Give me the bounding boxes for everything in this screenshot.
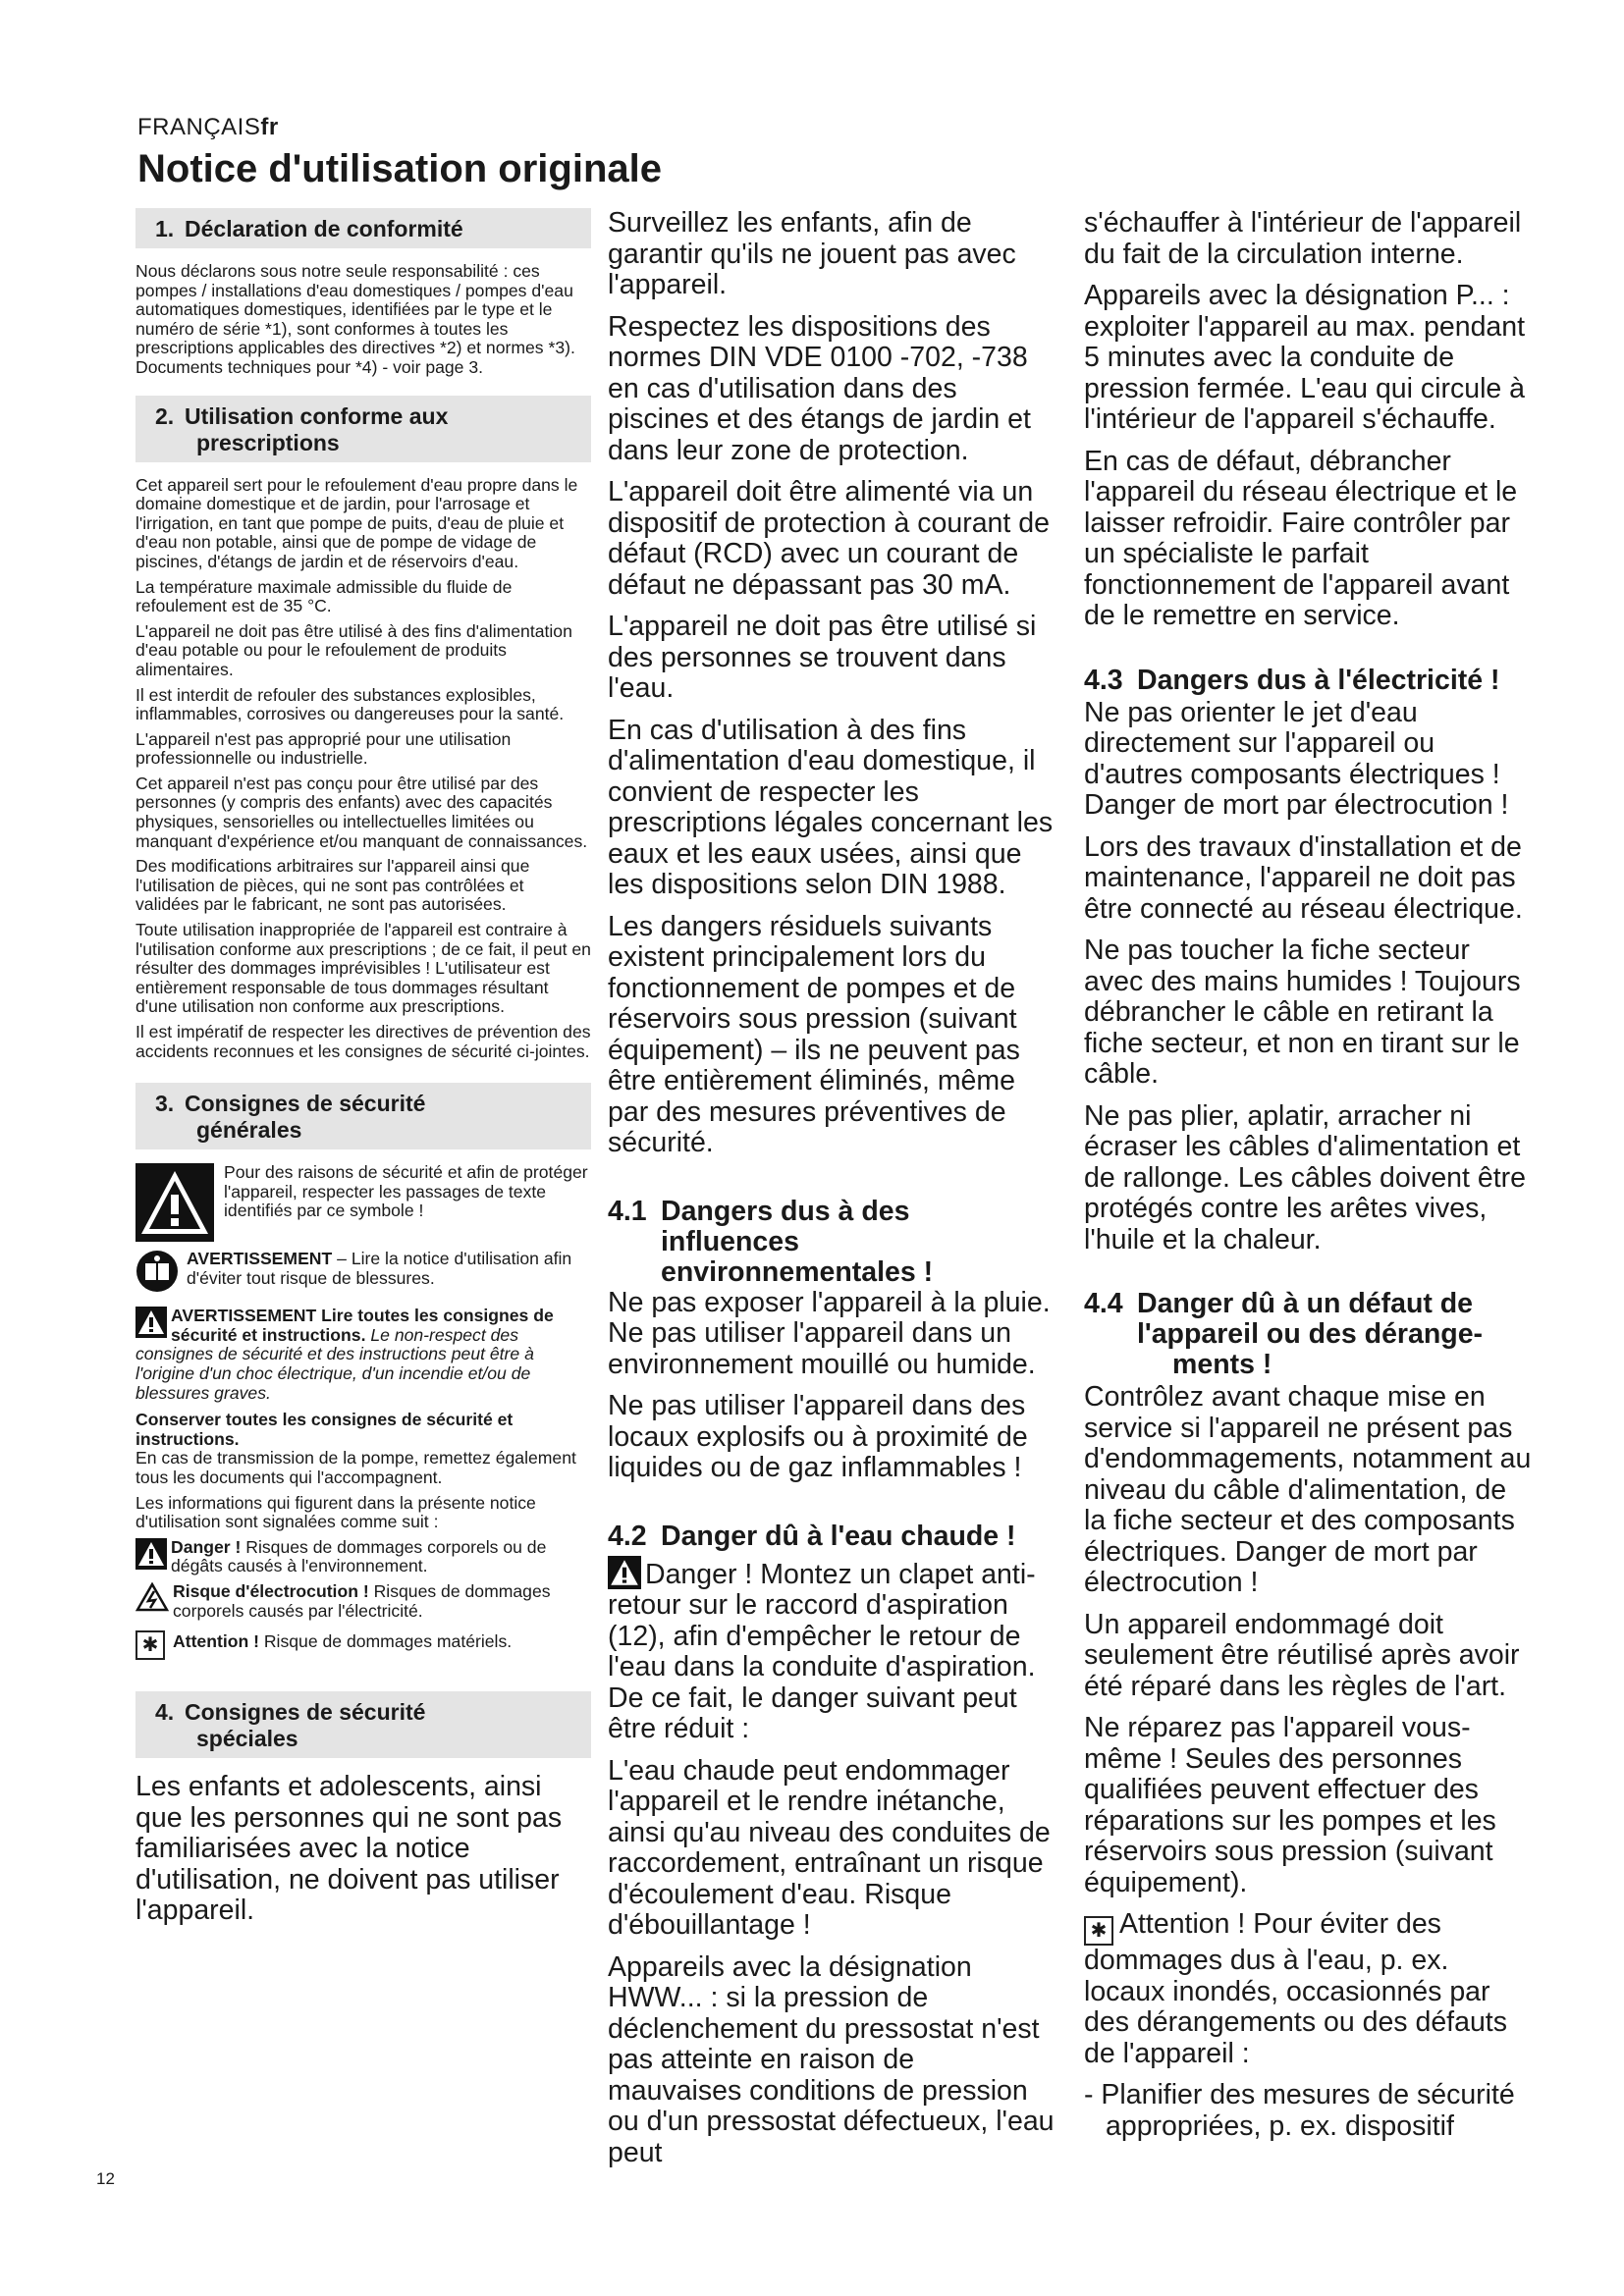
heading-4-2: 4.2 Danger dû à l'eau chaude !	[608, 1520, 1016, 1552]
hot-water-warning: Danger ! Montez un clapet anti-retour sur le raccord d'aspiration (12), afin d'empêcher le retour de l'eau dans la conduite d'aspiration. De ce fait, le danger suivant peut être réduit :	[608, 1556, 1055, 1745]
section-4-heading: 4. Consignes de sécurité spéciales	[135, 1691, 591, 1758]
column-1	[135, 208, 591, 1938]
symbol-intro-text: Pour des raisons de sécurité et afin de protéger l'appareil, respecter les passages de texte identifiés par ce symbole !	[224, 1162, 588, 1221]
section-4-text: Les enfants et adolescents, ainsi que les personnes qui ne sont pas familiarisées avec la notice d'utilisation, ne doivent pas utiliser l'appareil.	[135, 1771, 563, 1927]
paragraph: Respectez les dispositions des normes DIN VDE 0100 -702, -738 en cas d'utilisation dans des piscines et des étangs de jardin et dans leur zone de protection.	[608, 310, 1031, 466]
paragraph: L'appareil doit être alimenté via un dispositif de protection à courant de défaut (RCD) avec un courant de défaut ne dépassant pas 30 mA.	[608, 476, 1050, 601]
paragraph: Ne pas exposer l'appareil à la pluie. Ne pas utiliser l'appareil dans un environnement mouillé ou humide.	[608, 1286, 1051, 1380]
paragraph: Contrôlez avant chaque mise en service si l'appareil ne présent pas d'endommagements, notamment au niveau du câble d'alimentation, de la fiche secteur et des composants électriques. Danger de mort par électrocution !	[1084, 1381, 1532, 1598]
attention-icon: ✱	[1084, 1916, 1113, 1946]
section-1-text: Nous déclarons sous notre seule responsabilité : ces pompes / installations d'eau domestiques / pompes d'eau automatiques domestiques, identifiées par le type et le numéro de série *1), sont conformes à toutes les prescriptions applicables des directives *2) et normes *3). Documents techniques pour *4) - voir page 3.	[135, 261, 575, 377]
section-2-heading: 2. Utilisation conforme aux prescriptions	[135, 396, 591, 462]
paragraph: Il est impératif de respecter les directives de prévention des accidents reconnues et les consignes de sécurité ci-jointes.	[135, 1022, 591, 1061]
list-item: - Planifier des mesures de sécurité appropriées, p. ex. dispositif	[1084, 2079, 1515, 2142]
paragraph: Toute utilisation inappropriée de l'appareil est contraire à l'utilisation conforme aux prescriptions ; de ce fait, il peut en résulter des dommages imprévisibles ! L'utilisateur est entièrement responsable de tous dommages résultant d'une utilisation non conforme aux prescriptions.	[135, 920, 591, 1017]
page-number: 12	[96, 2169, 115, 2188]
paragraph: Lors des travaux d'installation et de maintenance, l'appareil ne doit pas être connecté au réseau électrique.	[1084, 830, 1523, 925]
paragraph: En cas de défaut, débrancher l'appareil du réseau électrique et le laisser refroidir. Faire contrôler par un spécialiste le parfait fonctionnement de l'appareil avant de le remettre en service.	[1084, 445, 1518, 631]
paragraph: Les dangers résiduels suivants existent principalement lors du fonctionnement de pompes et de réservoirs sous pression (suivant équipement) – ils ne peuvent pas être entièrement éliminés, même par des mesures préventives de sécurité.	[608, 910, 1020, 1158]
page-title: Notice d'utilisation originale	[137, 147, 663, 190]
warning-triangle-icon	[135, 1163, 214, 1242]
paragraph: Ne pas orienter le jet d'eau directement sur l'appareil ou d'autres composants électriques ! Danger de mort par électrocution !	[1084, 696, 1509, 821]
paragraph: Cet appareil sert pour le refoulement d'eau propre dans le domaine domestique et de jardin, pour l'arrosage et l'irrigation, en tant que pompe de puits, d'eau de pluie et d'eau non potable, ainsi que de pompe de vidage de piscines, d'étangs de jardin et de réservoirs d'eau.	[135, 474, 578, 571]
keep-instructions: Conserver toutes les consignes de sécurité et instructions. En cas de transmission de la pompe, remettez également tous les documents qui l'accompagnent.	[135, 1410, 576, 1487]
paragraph: Ne pas toucher la fiche secteur avec des mains humides ! Toujours débrancher le câble en retirant la fiche secteur, et non en tirant sur le câble.	[1084, 934, 1521, 1090]
heading-4-4: 4.4 Danger dû à un défaut de l'appareil ou des dérange- ments !	[1084, 1288, 1484, 1380]
paragraph: L'appareil ne doit pas être utilisé si des personnes se trouvent dans l'eau.	[608, 611, 1037, 704]
warning-text: – Lire la notice d'utilisation afin d'éviter tout risque de blessures.	[187, 1249, 572, 1288]
warning-label: AVERTISSEMENT Lire toutes les consignes de sécurité et instructions.	[171, 1306, 554, 1345]
water-damage-attention: ✱ Attention ! Pour éviter des dommages dus à l'eau, p. ex. locaux inondés, occasionnés par des dérangements ou des défauts de l'appareil :	[1084, 1908, 1507, 2069]
paragraph: Appareils avec la désignation HWW... : si la pression de déclenchement du pressostat n'est pas atteinte en raison de mauvaises conditions de pression ou d'un pressostat défectueux, l'eau peut	[608, 1950, 1055, 2168]
paragraph: Il est interdit de refouler des substances explosibles, inflammables, corrosives ou dangereuses pour la santé.	[135, 684, 565, 724]
language-label: FRANÇAISfr	[137, 114, 279, 140]
legend-danger: Danger ! Risques de dommages corporels ou de dégâts causés à l'environnement.	[135, 1538, 591, 1576]
warning-read-manual	[135, 1250, 591, 1293]
paragraph: Surveillez les enfants, afin de garantir qu'ils ne jouent pas avec l'appareil.	[608, 207, 1016, 300]
paragraph: Ne pas plier, aplatir, arracher ni écraser les câbles d'alimentation et de rallonge. Les câbles doivent être protégés contre les arêtes vives, l'huile et la chaleur.	[1084, 1099, 1526, 1255]
paragraph: L'eau chaude peut endommager l'appareil et le rendre inétanche, ainsi qu'au niveau des conduites de raccordement, entraînant un risque d'écoulement d'eau. Risque d'ébouillantage !	[608, 1754, 1051, 1941]
warning-read-all	[135, 1307, 591, 1403]
info-text: Les informations qui figurent dans la présente notice d'utilisation sont signalées comme suit :	[135, 1492, 536, 1532]
paragraph: Cet appareil n'est pas conçu pour être utilisé par des personnes (y compris des enfants) avec des capacités physiques, sensorielles ou intellectuelles limitées ou manquant d'expérience et/ou manquant de connaissances.	[135, 773, 588, 851]
danger-icon	[135, 1538, 167, 1570]
paragraph: L'appareil n'est pas approprié pour une utilisation professionnelle ou industrielle.	[135, 728, 512, 769]
symbol-intro	[135, 1163, 591, 1244]
column-3	[1084, 208, 1536, 2153]
legend-electric: Risque d'électrocution ! Risques de dommages corporels causés par l'électricité.	[135, 1582, 591, 1621]
legend-attention: ✱ Attention ! Risque de dommages matériels.	[135, 1630, 591, 1660]
read-manual-icon	[135, 1250, 179, 1293]
paragraph: En cas d'utilisation à des fins d'alimentation d'eau domestique, il convient de respecter les prescriptions légales concernant les eaux et les eaux usées, ainsi que les dispositions selon DIN 1988.	[608, 714, 1054, 900]
danger-icon	[608, 1556, 641, 1589]
paragraph: s'échauffer à l'intérieur de l'appareil du fait de la circulation interne.	[1084, 207, 1522, 270]
paragraph: La température maximale admissible du fluide de refoulement est de 35 °C.	[135, 576, 513, 616]
section-3-heading: 3. Consignes de sécurité générales	[135, 1083, 591, 1149]
section-1-heading: 1. Déclaration de conformité	[135, 208, 591, 248]
heading-4-1: 4.1 Dangers dus à des influences environnementales !	[608, 1195, 934, 1288]
warning-text: Le non-respect des consignes de sécurité et des instructions peut être à l'origine d'un choc électrique, d'un incendie et/ou de blessures graves.	[135, 1324, 534, 1403]
heading-4-3: 4.3 Dangers dus à l'électricité !	[1084, 664, 1500, 696]
paragraph: Ne pas utiliser l'appareil dans des locaux explosifs ou à proximité de liquides ou de gaz inflammables !	[608, 1390, 1028, 1483]
paragraph: Un appareil endommagé doit seulement être réutilisé après avoir été réparé dans les règles de l'art.	[1084, 1608, 1520, 1702]
paragraph: L'appareil ne doit pas être utilisé à des fins d'alimentation d'eau potable ou pour le refoulement de produits alimentaires.	[135, 620, 572, 679]
warning-label: AVERTISSEMENT	[187, 1249, 333, 1269]
column-2	[608, 208, 1055, 2179]
paragraph: Appareils avec la désignation P... : exploiter l'appareil au max. pendant 5 minutes avec la conduite de pression fermée. L'eau qui circule à l'intérieur de l'appareil s'échauffe.	[1084, 280, 1526, 435]
warning-triangle-icon	[135, 1307, 167, 1338]
paragraph: Ne réparez pas l'appareil vous-même ! Seules des personnes qualifiées peuvent effectuer des réparations sur les pompes et les réservoirs sous pression (suivant équipement).	[1084, 1712, 1496, 1898]
attention-icon: ✱	[135, 1630, 165, 1660]
electric-shock-icon	[135, 1582, 169, 1612]
paragraph: Des modifications arbitraires sur l'appareil ainsi que l'utilisation de pièces, qui ne sont pas contrôlées et validées par le fabricant, ne sont pas autorisées.	[135, 856, 530, 915]
